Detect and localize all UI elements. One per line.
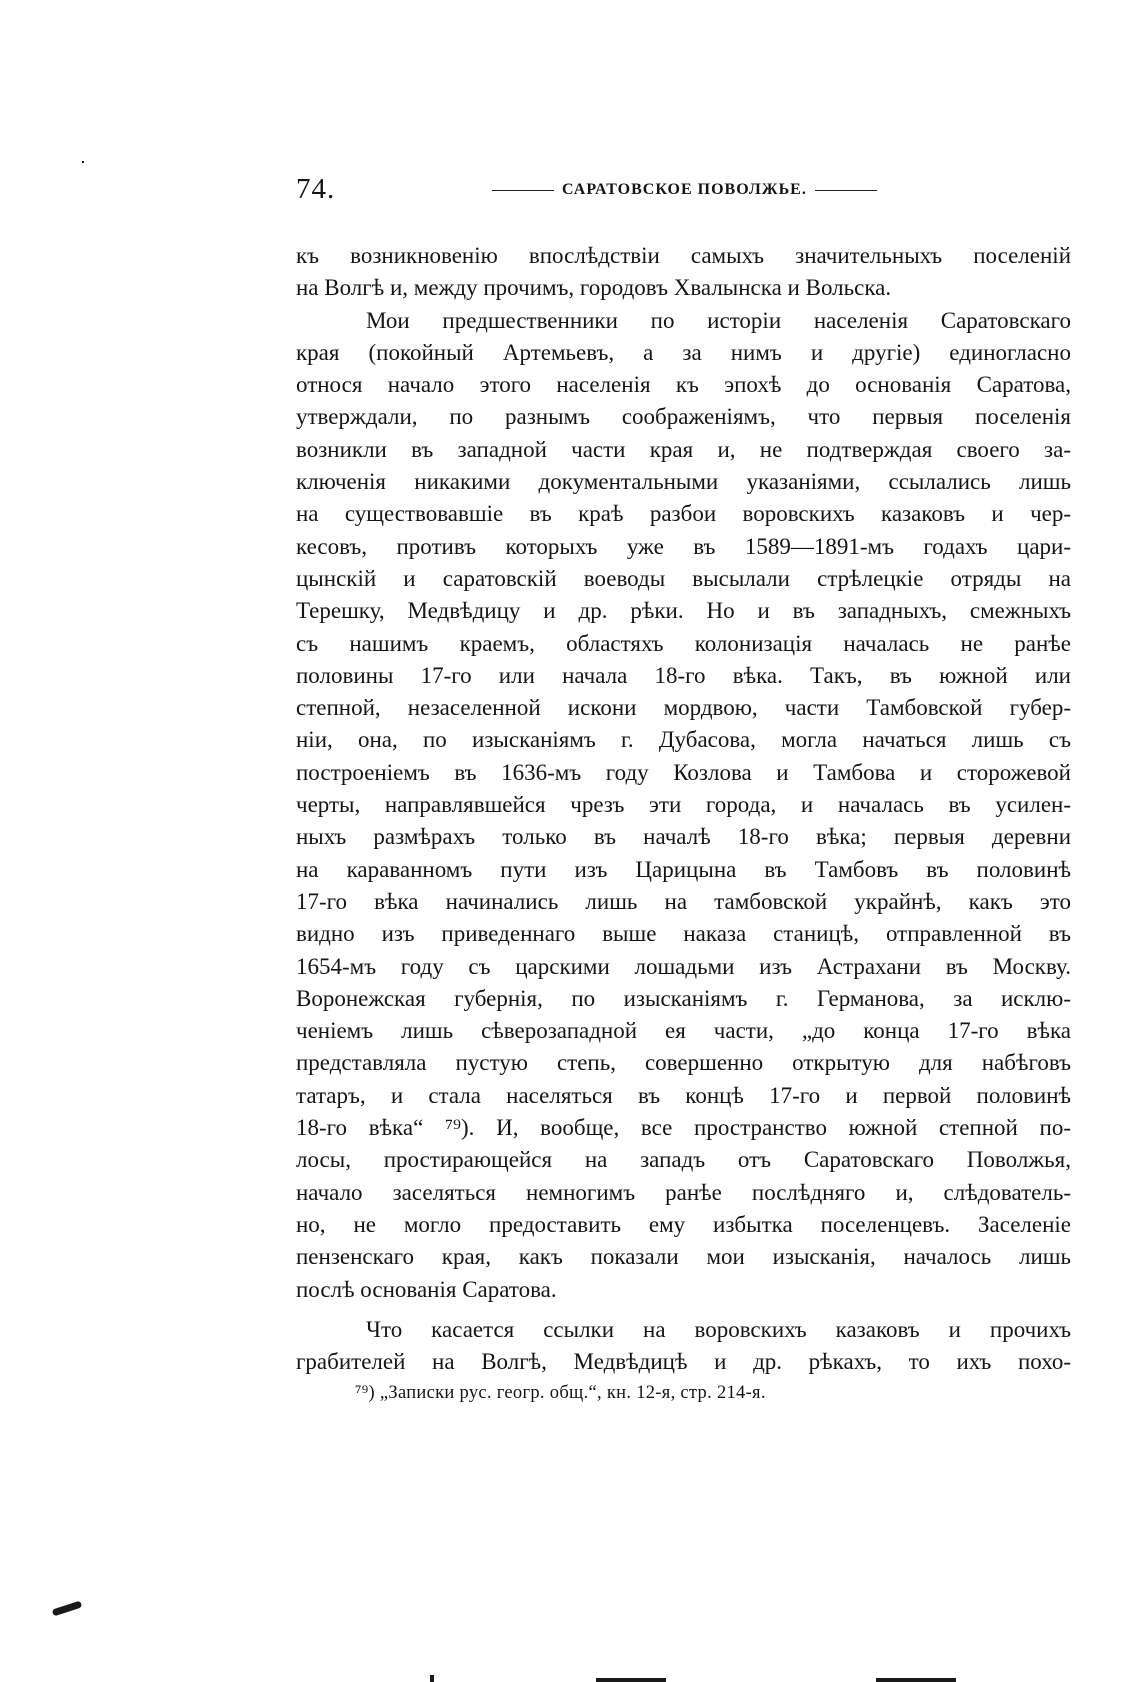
text-line: но, не могло предоставить ему избытка поселенцевъ. Заселеніе: [296, 1211, 1071, 1237]
text-line: построеніемъ въ 1636-мъ году Козлова и Тамбова и сторожевой: [296, 759, 1071, 785]
edge-mark: [596, 1678, 666, 1682]
text-line: 18-го вѣка“ ⁷⁹). И, вообще, все пространство южной степной по-: [296, 1115, 1071, 1141]
text-line: ченіемъ лишь сѣверозападной ея части, „до конца 17-го вѣка: [296, 1018, 1071, 1044]
running-title-text: САРАТОВСКОЕ ПОВОЛЖЬЕ.: [562, 181, 807, 198]
text-line: возникли въ западной части края и, не подтверждая своего за-: [296, 436, 1071, 462]
body-text: [296, 240, 1071, 1378]
text-line: утверждали, по разнымъ соображеніямъ, что первыя поселенія: [296, 404, 1071, 430]
text-line: на караванномъ пути изъ Царицына въ Тамбовъ въ половинѣ: [296, 856, 1071, 882]
text-line: начало заселяться немногимъ ранѣе послѣдняго и, слѣдователь-: [296, 1179, 1071, 1205]
text-line: послѣ основанія Саратова.: [296, 1276, 557, 1302]
text-line: татаръ, и стала населяться въ концѣ 17-го и первой половинѣ: [296, 1082, 1071, 1108]
text-line: цынскій и саратовскій воеводы высылали стрѣлецкіе отряды на: [296, 565, 1071, 591]
page-number: 74.: [296, 173, 336, 205]
margin-speck: [82, 161, 84, 163]
text-line: степной, незаселенной искони мордвою, части Тамбовской губер-: [296, 695, 1071, 721]
edge-mark: [876, 1678, 956, 1682]
text-line: грабителей на Волгѣ, Медвѣдицѣ и др. рѣкахъ, то ихъ похо-: [296, 1349, 1071, 1375]
text-line: представляла пустую степь, совершенно открытую для набѣговъ: [296, 1050, 1071, 1076]
text-line: съ нашимъ краемъ, областяхъ колонизація началась не ранѣе: [296, 630, 1071, 656]
text-line: къ возникновенію впослѣдствіи самыхъ значительныхъ поселеній: [296, 243, 1071, 268]
text-line: на существовавшіе въ краѣ разбои воровскихъ казаковъ и чер-: [296, 501, 1071, 527]
text-line: половины 17-го или начала 18-го вѣка. Такъ, въ южной или: [296, 662, 1071, 688]
title-rule-left: [492, 190, 554, 191]
running-title: [492, 181, 877, 199]
text-line: относя начало этого населенія къ эпохѣ до основанія Саратова,: [296, 372, 1071, 398]
ink-blot: [52, 1601, 83, 1617]
text-line: Воронежская губернія, по изысканіямъ г. Германова, за исклю-: [296, 985, 1071, 1011]
text-line: Мои предшественники по исторіи населенія Саратовскаго: [366, 307, 1071, 333]
text-line: на Волгѣ и, между прочимъ, городовъ Хвалынска и Вольска.: [296, 275, 892, 301]
text-line: кесовъ, противъ которыхъ уже въ 1589—1891-мъ годахъ цари-: [296, 533, 1071, 559]
text-line: 1654-мъ году съ царскими лошадьми изъ Астрахани въ Москву.: [296, 953, 1071, 979]
text-line: видно изъ приведеннаго выше наказа станицѣ, отправленной въ: [296, 921, 1071, 947]
text-line: черты, направлявшейся чрезъ эти города, и началась въ усилен-: [296, 792, 1071, 818]
text-line: 17-го вѣка начинались лишь на тамбовской украйнѣ, какъ это: [296, 888, 1071, 914]
edge-mark: [430, 1675, 434, 1682]
text-line: ныхъ размѣрахъ только въ началѣ 18-го вѣка; первыя деревни: [296, 824, 1071, 850]
page-header: [296, 173, 1071, 213]
text-line: Что касается ссылки на воровскихъ казаковъ и прочихъ: [366, 1316, 1071, 1342]
title-rule-right: [815, 190, 877, 191]
text-line: ніи, она, по изысканіямъ г. Дубасова, могла начаться лишь съ: [296, 727, 1071, 753]
text-line: пензенскаго края, какъ показали мои изысканія, началось лишь: [296, 1244, 1071, 1270]
footnote: ⁷⁹) „Записки рус. геогр. общ.“, кн. 12-я, стр. 214-я.: [355, 1383, 766, 1403]
text-line: ключенія никакими документальными указаніями, ссылались лишь: [296, 469, 1071, 495]
text-line: края (покойный Артемьевъ, а за нимъ и другіе) единогласно: [296, 339, 1071, 365]
text-line: Терешку, Медвѣдицу и др. рѣки. Но и въ западныхъ, смежныхъ: [296, 598, 1071, 624]
text-line: лосы, простирающейся на западъ отъ Саратовскаго Поволжья,: [296, 1147, 1071, 1173]
